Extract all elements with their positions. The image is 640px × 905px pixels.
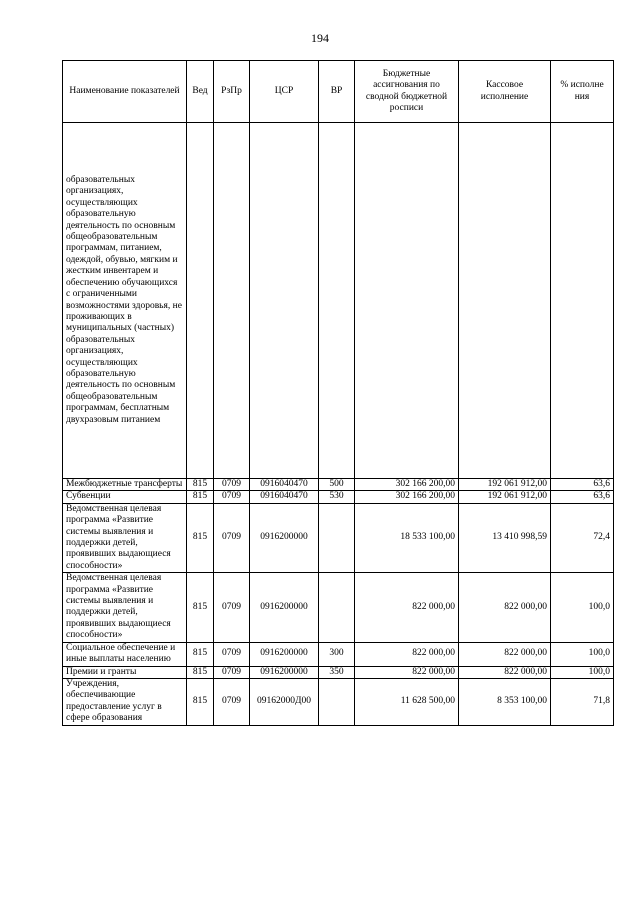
table-row xyxy=(63,642,614,666)
row-pct: 100,0 xyxy=(551,666,614,678)
row-vr xyxy=(319,573,355,642)
row-kass xyxy=(459,123,551,479)
row-csr: 09162000Д00 xyxy=(250,678,319,725)
row-kass: 192 061 912,00 xyxy=(459,479,551,491)
row-name: Ведомственная целевая программа «Развитие системы выявления и поддержки детей, проявивших выдающиеся способности» xyxy=(63,573,187,642)
row-rzpr xyxy=(214,123,250,479)
row-rzpr: 0709 xyxy=(214,642,250,666)
row-ved xyxy=(187,123,214,479)
header-ved: Вед xyxy=(187,61,214,123)
row-kass: 822 000,00 xyxy=(459,573,551,642)
row-ved: 815 xyxy=(187,491,214,503)
row-name: Премии и гранты xyxy=(63,666,187,678)
row-name: Субвенции xyxy=(63,491,187,503)
row-assign: 11 628 500,00 xyxy=(355,678,459,725)
table-header-row xyxy=(63,61,614,123)
row-pct xyxy=(551,123,614,479)
table-row xyxy=(63,123,614,479)
row-pct: 71,8 xyxy=(551,678,614,725)
header-percent: % исполне ния xyxy=(551,61,614,123)
table-row xyxy=(63,678,614,725)
row-name: образовательных организациях, осуществляющих образовательную деятельность по основным общеобразовательным программам, питанием, одеждой, обувью, мягким и жестким инвентарем и обеспечению обучающихся с ограниченными возможностями здоровья, не проживающих в муниципальных (частных) образовательных организациях, осуществляющих образовательную деятельность по основным общеобразовательным программам, бесплатным двухразовым питанием xyxy=(63,123,187,479)
row-kass: 822 000,00 xyxy=(459,666,551,678)
header-csr: ЦСР xyxy=(250,61,319,123)
table-row xyxy=(63,666,614,678)
row-rzpr: 0709 xyxy=(214,666,250,678)
row-csr: 0916200000 xyxy=(250,503,319,572)
table-row xyxy=(63,573,614,642)
row-vr: 530 xyxy=(319,491,355,503)
row-kass: 822 000,00 xyxy=(459,642,551,666)
row-assign: 822 000,00 xyxy=(355,642,459,666)
row-assign: 302 166 200,00 xyxy=(355,491,459,503)
budget-table xyxy=(62,60,614,726)
row-kass: 8 353 100,00 xyxy=(459,678,551,725)
row-ved: 815 xyxy=(187,642,214,666)
row-csr: 0916040470 xyxy=(250,479,319,491)
table-row xyxy=(63,491,614,503)
row-name: Социальное обеспечение и иные выплаты населению xyxy=(63,642,187,666)
row-vr xyxy=(319,678,355,725)
row-csr: 0916200000 xyxy=(250,666,319,678)
row-ved: 815 xyxy=(187,678,214,725)
header-rzpr: РзПр xyxy=(214,61,250,123)
row-vr xyxy=(319,123,355,479)
row-vr xyxy=(319,503,355,572)
row-assign: 302 166 200,00 xyxy=(355,479,459,491)
row-ved: 815 xyxy=(187,666,214,678)
row-assign: 822 000,00 xyxy=(355,573,459,642)
row-kass: 192 061 912,00 xyxy=(459,491,551,503)
row-pct: 100,0 xyxy=(551,642,614,666)
row-ved: 815 xyxy=(187,573,214,642)
table-row xyxy=(63,479,614,491)
row-ved: 815 xyxy=(187,503,214,572)
row-rzpr: 0709 xyxy=(214,491,250,503)
row-pct: 100,0 xyxy=(551,573,614,642)
row-csr: 0916200000 xyxy=(250,642,319,666)
row-csr xyxy=(250,123,319,479)
row-name: Учреждения, обеспечивающие предоставление услуг в сфере образования xyxy=(63,678,187,725)
header-assignments: Бюджетные ассигнования по сводной бюджетной росписи xyxy=(355,61,459,123)
row-assign xyxy=(355,123,459,479)
row-vr: 350 xyxy=(319,666,355,678)
row-rzpr: 0709 xyxy=(214,479,250,491)
row-pct: 72,4 xyxy=(551,503,614,572)
header-vr: ВР xyxy=(319,61,355,123)
row-csr: 0916040470 xyxy=(250,491,319,503)
row-rzpr: 0709 xyxy=(214,503,250,572)
header-cash-execution: Кассовое исполнение xyxy=(459,61,551,123)
row-name: Межбюджетные трансферты xyxy=(63,479,187,491)
row-pct: 63,6 xyxy=(551,491,614,503)
row-vr: 500 xyxy=(319,479,355,491)
header-name: Наименование показателей xyxy=(63,61,187,123)
row-vr: 300 xyxy=(319,642,355,666)
row-assign: 18 533 100,00 xyxy=(355,503,459,572)
row-rzpr: 0709 xyxy=(214,678,250,725)
row-rzpr: 0709 xyxy=(214,573,250,642)
row-name: Ведомственная целевая программа «Развитие системы выявления и поддержки детей, проявивших выдающиеся способности» xyxy=(63,503,187,572)
table-row xyxy=(63,503,614,572)
page-number: 194 xyxy=(311,31,329,45)
row-assign: 822 000,00 xyxy=(355,666,459,678)
row-kass: 13 410 998,59 xyxy=(459,503,551,572)
row-pct: 63,6 xyxy=(551,479,614,491)
row-ved: 815 xyxy=(187,479,214,491)
row-csr: 0916200000 xyxy=(250,573,319,642)
